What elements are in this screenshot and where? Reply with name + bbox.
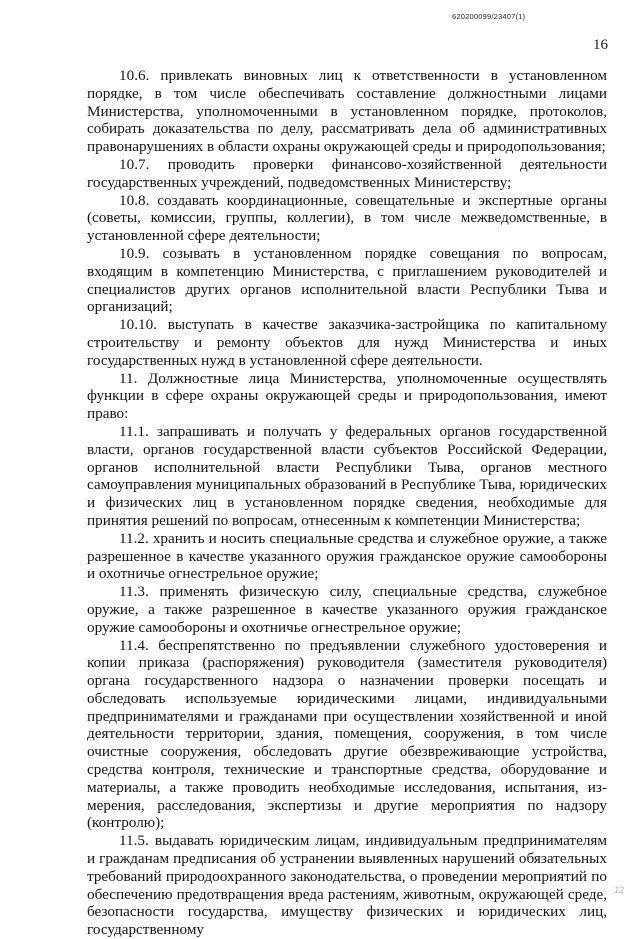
document-code: 620200099/23407(1) bbox=[452, 12, 526, 21]
corner-mark: 12 bbox=[614, 885, 625, 895]
paragraph-10-10: 10.10. выступать в качестве заказчика-застройщика по капитальному строительству и ремонту объектов для нужд Министерства и иных государственных нужд в установленной сфере деятельности. bbox=[87, 316, 607, 369]
paragraph-10-9: 10.9. созывать в установленном порядке совещания по вопросам, входящим в компетенцию Министерства, с приглашением руководителей и специалистов других органов исполнительной власти Республики Тыва и организаций; bbox=[87, 244, 607, 316]
paragraph-11-3: 11.3. применять физическую силу, специальные средства, служебное оружие, а также разрешенное в качестве указанного оружия гражданское оружие самообороны и охотничье огнестрельное оружие; bbox=[87, 583, 607, 636]
paragraph-11-2: 11.2. хранить и носить специальные средства и служебное оружие, а также разрешенное в качестве указанного оружия гражданское оружие самообороны и охотничье огнестрельное оружие; bbox=[87, 529, 607, 583]
page-number: 16 bbox=[593, 37, 608, 53]
document-body bbox=[87, 67, 607, 939]
paragraph-11: 11. Должностные лица Министерства, уполномоченные осуществлять функции в сфере охраны окружающей среды и природопользования, имеют право: bbox=[87, 369, 607, 423]
paragraph-11-4: 11.4. беспрепятственно по предъявлении служебного удостоверения и копии приказа (распоряжения) руководителя (заместителя руководителя) органа государственного надзора о назначении проверки посещать и обследовать используемые юридическими лицами, индивидуальными предпринимателями и гражданами при осуществлении хозяйственной и иной деятельности территории, здания, помещения, сооружения, в том числе очистные сооружения, обследовать другие обезвреживающие устройства, средства контроля, технические и транспортные средства, оборудование и материалы, а также проводить необходимые исследования, испытания, измерения, расследования, экспертизы и другие мероприятия по надзору (контролю); bbox=[87, 636, 607, 832]
paragraph-11-5: 11.5. выдавать юридическим лицам, индивидуальным предпринимателям и гражданам предписания об устранении выявленных нарушений обязательных требований природоохранного законодательства, о проведении мероприятий по обеспечению предотвращения вреда растениям, животным, окружающей среде, безопасности государства, имуществу физических и юридических лиц, государственному bbox=[87, 832, 607, 939]
paragraph-10-6: 10.6. привлекать виновных лиц к ответственности в установленном порядке, в том числе обеспечивать составление должностными лицами Министерства, уполномоченными в установленном порядке, протоколов, собирать доказательства по делу, рассматривать дела об административных правонарушениях в области охраны окружающей среды и природопользования; bbox=[87, 67, 607, 156]
paragraph-10-8: 10.8. создавать координационные, совещательные и экспертные органы (советы, комиссии, группы, коллегии), в том числе межведомственные, в установленной сфере деятельности; bbox=[87, 191, 607, 245]
paragraph-10-7: 10.7. проводить проверки финансово-хозяйственной деятельности государственных учреждений, подведомственных Министерству; bbox=[87, 155, 607, 191]
paragraph-11-1: 11.1. запрашивать и получать у федеральных органов государственной власти, органов государственной власти субъектов Российской Федерации, органов исполнительной власти Республики Тыва, органов местного самоуправления муниципальных образований в Республике Тыва, юридических и физических лиц в установленном порядке сведения, необходимые для принятия решений по вопросам, отнесенным к компетенции Министерства; bbox=[87, 422, 607, 529]
